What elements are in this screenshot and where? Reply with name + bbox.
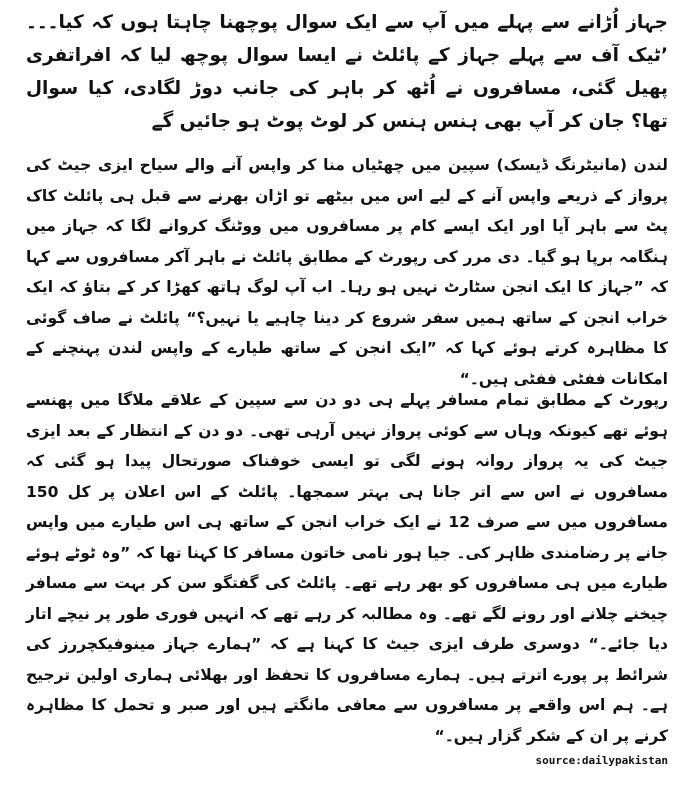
article-paragraph-1: لندن (مانیٹرنگ ڈیسک) سپین میں چھٹیاں منا کر واپس آنے والے سیاح ایزی جیٹ کی پرواز کے ذریعے واپس آنے کے لیے اس میں بیٹھے تو اڑان بھرنے سے قبل ہی پائلٹ کاک پٹ سے باہر آیا اور ایک ایسے کام پر مسافروں میں ووٹنگ کروانے لگا کہ جہاز میں ہنگامہ برپا ہو گیا۔ دی مرر کی رپورٹ کے مطابق پائلٹ نے باہر آکر مسافروں سے کہا کہ ”جہاز کا ایک انجن سٹارٹ نہیں ہو رہا۔ اب آپ لوگ ہاتھ کھڑا کر کے بتاؤ کہ ایک خراب انجن کے ساتھ ہمیں سفر شروع کر دینا چاہیے یا نہیں؟“ پائلٹ نے صاف گوئی کا مظاہرہ کرتے ہوئے کہا کہ ”ایک انجن کے ساتھ طیارے کے واپس لندن پہنچنے کے امکانات ففٹی ففٹی ہیں۔“ [26, 156, 668, 388]
article-headline: جہاز اُڑانے سے پہلے میں آپ سے ایک سوال پوچھنا چاہتا ہوں کہ کیا۔۔۔ ’ٹیک آف سے پہلے جہاز کے پائلٹ نے ایسا سوال پوچھ لیا کہ افراتفری پھیل گئی، مسافروں نے اُٹھ کر باہر کی جانب دوڑ لگادی، کیا سوال تھا؟ جان کر آپ بھی ہنس ہنس کر لوٹ پوٹ ہو جائیں گے [26, 12, 668, 132]
article-paragraph-2: رپورٹ کے مطابق تمام مسافر پہلے ہی دو دن سے سپین کے علاقے ملاگا میں پھنسے ہوئے تھے کیونکہ وہاں سے کوئی پرواز نہیں آرہی تھی۔ دو دن کے انتظار کے بعد ایزی جیٹ کی یہ پرواز روانہ ہونے لگی تو ایسی خوفناک صورتحال پیدا ہو گئی کہ مسافروں نے اس سے اتر جانا ہی بہتر سمجھا۔ پائلٹ کے اس اعلان پر کل 150 مسافروں میں سے صرف 12 نے ایک خراب انجن کے ساتھ ہی اس طیارے میں واپس جانے پر رضامندی ظاہر کی۔ جیا ہور نامی خاتون مسافر کا کہنا تھا کہ ”وہ ٹوٹے ہوئے طیارے میں ہی مسافروں کو بھر رہے تھے۔ پائلٹ کی گفتگو سن کر بہت سے مسافر چیخنے چلانے اور رونے لگے تھے۔ وہ مطالبہ کر رہے تھے کہ انہیں فوری طور پر نیچے اتار دیا جائے۔“ دوسری طرف ایزی جیٹ کا کہنا ہے کہ ”ہمارے جہاز مینوفیکچررز کی شرائط پر پورے اترتے ہیں۔ ہمارے مسافروں کا تحفظ اور بھلائی ہماری اولین ترجیح ہے۔ ہم اس واقعے پر مسافروں سے معافی مانگتے ہیں اور صبر و تحمل کا مظاہرہ کرنے پر ان کے شکر گزار ہیں۔“ [26, 391, 668, 745]
source-credit: source:dailypakistan [535, 754, 668, 767]
